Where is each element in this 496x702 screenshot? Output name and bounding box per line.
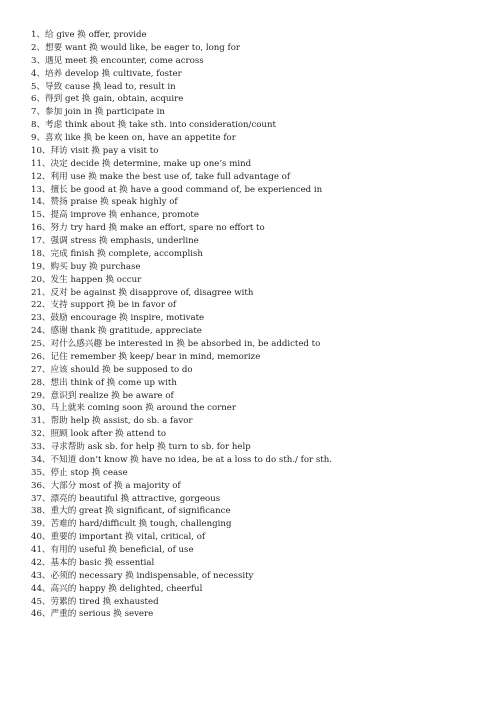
list-item: 41、有用的 useful 换 beneficial, of use <box>31 545 194 555</box>
list-item: 15、提高 improve 换 enhance, promote <box>31 210 199 221</box>
list-item: 46、严重的 serious 换 severe <box>31 609 154 620</box>
list-item: 39、苦难的 hard/difficult 换 tough, challenging <box>31 519 232 530</box>
list-item: 7、参加 join in 换 participate in <box>31 107 165 118</box>
list-item: 30、马上就来 coming soon 换 around the corner <box>31 403 236 414</box>
list-item: 35、停止 stop 换 cease <box>31 467 128 478</box>
list-item: 14、赞扬 praise 换 speak highly of <box>31 197 178 208</box>
list-item: 3、遇见 meet 换 encounter, come across <box>31 55 204 66</box>
list-item: 27、应该 should 换 be supposed to do <box>31 364 193 375</box>
list-item: 19、购买 buy 换 purchase <box>31 261 141 272</box>
list-item: 17、强调 stress 换 emphasis, underline <box>31 236 199 246</box>
list-item: 29、意识到 realize 换 be aware of <box>31 390 174 401</box>
list-item: 9、喜欢 like 换 be keen on, have an appetite for <box>31 133 236 143</box>
list-item: 23、鼓励 encourage 换 inspire, motivate <box>31 313 205 324</box>
list-item: 25、对什么感兴趣 be interested in 换 be absorbed in, be addicted to <box>31 339 321 349</box>
list-item: 13、擅长 be good at 换 have a good command of, be experienced in <box>31 184 323 195</box>
list-item: 8、考虑 think about 换 take sth. into consideration/count <box>31 120 276 131</box>
list-item: 42、基本的 basic 换 essential <box>31 557 155 568</box>
list-item: 37、漂亮的 beautiful 换 attractive, gorgeous <box>31 493 221 504</box>
list-item: 24、感谢 thank 换 gratitude, appreciate <box>31 326 202 337</box>
list-item: 12、利用 use 换 make the best use of, take full advantage of <box>31 171 291 182</box>
list-item: 32、照顾 look after 换 attend to <box>31 429 167 440</box>
list-item: 6、得到 get 换 gain, obtain, acquire <box>31 94 184 105</box>
list-item: 34、不知道 don’t know 换 have no idea, be at a loss to do sth./ for sth. <box>31 454 332 465</box>
list-item: 16、努力 try hard 换 make an effort, spare no effort to <box>31 223 265 234</box>
list-item: 11、决定 decide 换 determine, make up one’s mind <box>31 158 252 169</box>
list-item: 20、发生 happen 换 occur <box>31 274 142 285</box>
list-item: 2、想要 want 换 would like, be eager to, long for <box>31 42 241 53</box>
list-item: 28、想出 think of 换 come up with <box>31 377 177 388</box>
list-item: 45、劳累的 tired 换 exhausted <box>31 596 159 607</box>
list-item: 44、高兴的 happy 换 delighted, cheerful <box>31 583 203 594</box>
list-item: 10、拜访 visit 换 pay a visit to <box>31 145 159 156</box>
list-item: 26、记住 remember 换 keep/ bear in mind, memorize <box>31 351 261 362</box>
list-item: 18、完成 finish 换 complete, accomplish <box>31 248 203 259</box>
list-item: 36、大部分 most of 换 a majority of <box>31 480 181 491</box>
vocabulary-list <box>31 29 332 621</box>
list-item: 31、帮助 help 换 assist, do sb. a favor <box>31 416 193 427</box>
list-item: 5、导致 cause 换 lead to, result in <box>31 81 176 92</box>
list-item: 38、重大的 great 换 significant, of significance <box>31 506 231 517</box>
list-item: 43、必须的 necessary 换 indispensable, of necessity <box>31 570 254 581</box>
list-item: 40、重要的 important 换 vital, critical, of <box>31 532 206 543</box>
list-item: 4、培养 develop 换 cultivate, foster <box>31 68 182 79</box>
list-item: 21、反对 be against 换 disapprove of, disagree with <box>31 287 254 298</box>
list-item: 22、支持 support 换 be in favor of <box>31 300 177 311</box>
list-item: 1、给 give 换 offer, provide <box>31 30 147 40</box>
list-item: 33、寻求帮助 ask sb. for help 换 turn to sb. for help <box>31 442 251 452</box>
